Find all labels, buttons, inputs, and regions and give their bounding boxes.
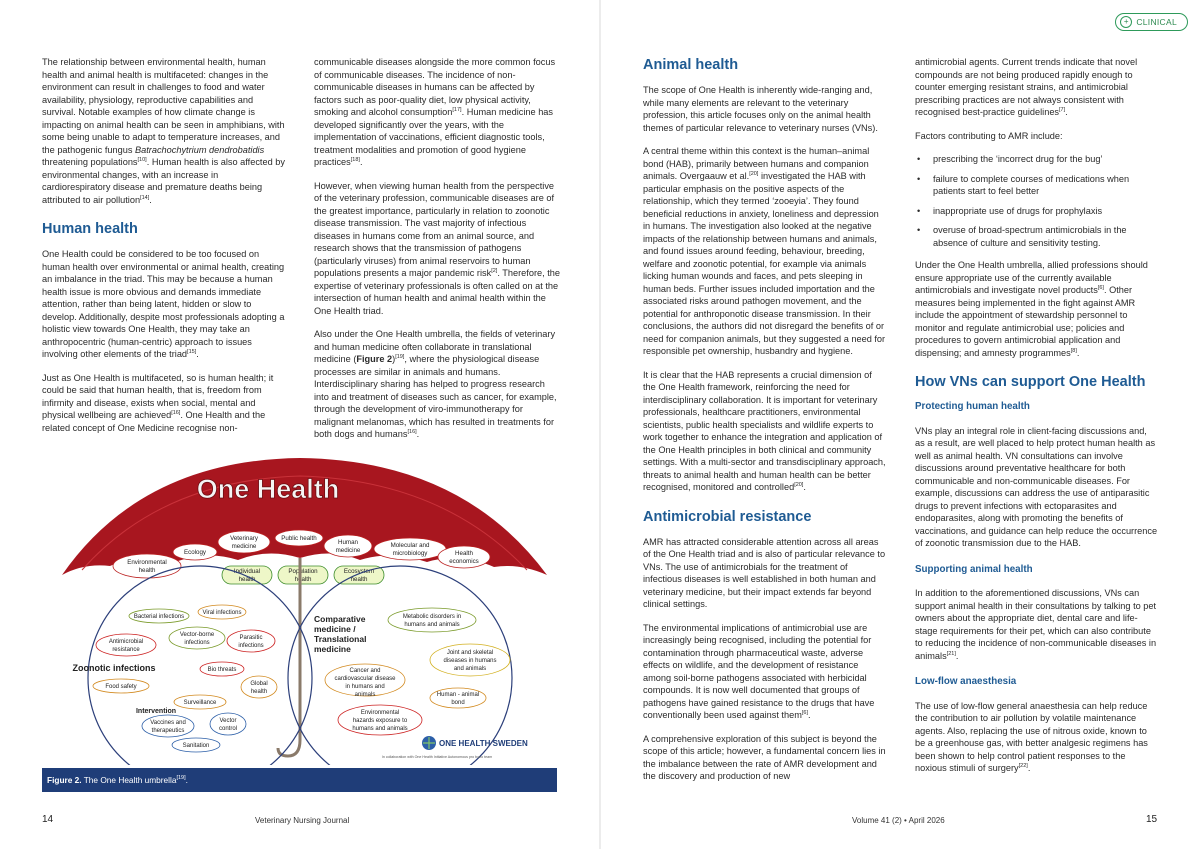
column-3 [643,56,887,783]
inner-label: Ecosystem [343,568,375,575]
bubble-label: Food safety [105,684,137,690]
bubble-label: Human - animal [436,692,480,698]
bubble-label: health [250,689,268,695]
paragraph: One Health could be considered to be too focused on human health over environmental or animal health, creating an imbalance in the triad. This may be because a human health issue is more obvious and demands immediate attention, rather than being latent, hidden or slow to develop. Additionally, despite most professionals adopting a holistic view towards One Health, they may take an anthropocentric (human-centric) approach to issues involving other elements of the triad[15]. [42,249,285,359]
label-environmental-health [113,554,181,578]
figure-credit: In collaboration with One Health Initiative Autonomous pro bono team [381,755,493,759]
bubble-label: control [218,726,238,732]
bubble-label: Cancer and [349,668,381,674]
bubble-label: Viral infections [202,610,242,616]
bubble-label: Joint and skeletal [446,650,494,656]
list-item: • failure to complete courses of medications when patients start to feel better [915,173,1158,198]
paragraph: antimicrobial agents. Current trends indicate that novel compounds are not being produced rapidly enough to counter emerging resistant strains, and antimicrobial prescribing practices are not always consistent with recognised best-practice guidelines[7]. [915,57,1138,117]
paragraph: Factors contributing to AMR include: [915,130,1063,141]
figure-caption: Figure 2. The One Health umbrella[19]. [42,768,557,792]
bubble-label: animals [354,692,376,698]
paragraph: communicable diseases alongside the more common focus of communicable diseases. The incidence of non-communicable diseases in humans can be affected by factors such as poor-quality diet, low physical activity, smoking and alcohol consumption[17]. Human medicine has developed significantly over the years, with the implementation of vaccinations, efficient diagnostic tools, treatment modalities and promotion of good hygiene practices[18]. [314,57,556,167]
list-item: • prescribing the ‘incorrect drug for the bug’ [915,153,1158,166]
canopy-label: Public health [281,535,317,542]
canopy-label: medicine [335,547,361,554]
canopy-label: medicine [231,543,257,550]
bubble-label: diseases in humans [443,658,497,664]
paragraph: The scope of One Health is inherently wide-ranging and, while many elements are relevant to the veterinary profession, this article focuses only on the animal health themes of particular relevance to veterinary nurses (VNs). [643,85,878,133]
page-gutter [599,0,601,849]
inner-label: Population [288,568,318,575]
subsection-heading: Low-flow anaesthesia [915,676,1017,687]
comparative-title-line: medicine [314,644,351,654]
bubble-label: Parasitic [239,635,263,641]
bubble-label: Bio threats [207,667,237,673]
bubble-label: Surveillance [183,700,217,706]
intervention-label: Intervention [135,708,177,715]
bubble-label: Vector-borne [179,632,215,638]
bubble-label: Global [250,681,268,687]
bubble-label: Bacterial infections [133,614,185,620]
section-heading: Animal health [643,57,739,73]
canopy-label: microbiology [392,550,428,557]
bubble-label: humans and animals [404,622,460,628]
issue-info: Volume 41 (2) • April 2026 [852,816,945,825]
amr-factors-list [915,153,1158,249]
comparative-title-line: medicine / [314,624,356,634]
bubble-label: resistance [112,647,140,653]
zoonotic-title: Zoonotic infections [72,663,156,673]
bubble-label: humans and animals [352,726,408,732]
bubble-label: and animals [453,666,487,672]
bubble-label: infections [184,640,210,646]
paragraph: AMR has attracted considerable attention across all areas of the One Health triad and is also of particular relevance to VNs. The use of antimicrobials for the treatment of infectious diseases is well established in both human and veterinary medicine, but their impact extends far beyond clinical settings. [643,536,886,609]
paragraph: Under the One Health umbrella, allied professions should ensure appropriate use of the currently available antimicrobials and investigate novel products[6]. Other measures being implemented in the fight against AMR include the appointment of stewardship personnel to monitor and regulate antimicrobial use; policies and procedures to govern antimicrobial application and dispensing; and amnesty programmes[8]. [915,260,1148,358]
page-number-left: 14 [42,814,54,825]
canopy-label: health [138,567,156,574]
list-item: • overuse of broad-spectrum antimicrobials in the absence of culture and sensitivity testing. [915,224,1158,249]
paragraph: In addition to the aforementioned discussions, VNs can support animal health in their consultations by talking to pet owners about the appropriate diet, dental care and life-stage requirements for their pet, which can also contribute to reducing the incidence of non-communicable diseases in animals[21]. [915,588,1157,661]
comparative-title-line: Comparative [314,614,366,624]
canopy-label: Molecular and [390,542,430,549]
paragraph: The use of low-flow general anaesthesia can help reduce the contribution to air pollution by volatile maintenance agents. Also, replacing the use of nitrous oxide, known to be a greenhouse gas, with better analgesic regimens has been shown to help control patient responses to the noxious stimuli of surgery[22]. [915,700,1148,773]
bubble [388,608,476,632]
inner-label: health [238,576,256,583]
paragraph: It is clear that the HAB represents a crucial dimension of the One Health framework, reinforcing the need for interdisciplinary collaboration. It is important for veterinary professionals, healthcare practitioners, environmental scientists, public health specialists and wildlife experts to work together to enhance the integration and application of the One Health principles in both clinical and community settings. With a multi-sector and transdisciplinary approach, threats to animal health and human health can be better recognised, monitored and controlled[20]. [643,369,886,492]
inner-label: health [294,576,312,583]
bubble-label: in humans and [345,684,385,690]
figure-title: One Health [196,474,340,504]
bubble-label: Antimicrobial [108,639,144,645]
one-health-umbrella-figure [42,440,557,765]
subsection-heading: Protecting human health [915,401,1030,412]
inner-label: Individual [233,568,261,575]
column-4 [915,56,1158,775]
paragraph: Also under the One Health umbrella, the fields of veterinary and human medicine often collaborate in translational medicine (Figure 2)[19], where the physiological disease processes are similar in animals and humans. Interdisciplinary sharing has helped to progress research into and treatment of diseases such as cancer, for example, through the development of viro-immunotherapy for malignant melanomas, which has resulted in treatments for both dogs and humans[16]. [314,329,557,439]
journal-name: Veterinary Nursing Journal [255,816,350,825]
bubble-label: hazards exposure to [352,718,408,724]
inner-label: health [350,576,368,583]
clinical-tag[interactable] [1115,13,1188,31]
plus-circle-icon: + [1120,16,1132,28]
bubble-label: therapeutics [151,728,185,734]
column-1 [42,56,288,434]
list-item: • inappropriate use of drugs for prophylaxis [915,205,1158,218]
paragraph: Just as One Health is multifaceted, so is human health; it could be said that human health, that is, freedom from infirmity and disease, exists when social, mental and physical wellbeing are achieved[16]. One Health and the related concept of One Medicine recognise non- [42,372,274,433]
paragraph: A comprehensive exploration of this subject is beyond the scope of this article; however, a fundamental concern lies in the imbalance between the rate of AMR development and the discovery and production of new [643,733,886,781]
canopy-label: Veterinary [230,535,258,542]
section-heading: Human health [42,221,138,237]
bubble-label: Metabolic disorders in [402,614,462,620]
logo-text: ONE HEALTH SWEDEN [439,739,528,748]
section-heading: How VNs can support One Health [915,374,1146,390]
bubble-label: bond [451,700,465,706]
clinical-tag-label: CLINICAL [1136,17,1177,27]
page-number-right: 15 [1146,814,1158,825]
paragraph: The relationship between environmental health, human health and animal health is multifaceted: changes in the environment can result in challenges to food and water availability, physiology, reproductive capabilities and survival. Notable examples of how climate change is impacting on animal health can be seen in amphibians, with some being unable to adapt to temperature increases, and the pathogenic fungus Batrachochytrium dendrobatidis threatening populations[10]. Human health is also affected by environmental changes, with an increase in cardiorespiratory disease and premature deaths being attributed to air pollution[14]. [42,57,285,205]
subsection-heading: Supporting animal health [915,563,1033,575]
section-heading: Antimicrobial resistance [643,508,812,525]
bubble-label: Vaccines and [150,720,186,726]
comparative-title-line: Translational [314,634,367,644]
paragraph: The environmental implications of antimicrobial use are increasingly being recognised, including the potential for contamination through pharmaceutical waste, adverse effects on wildlife, and the development of resistance among soil-borne pathogens associated with herbicidal compounds. It is now well documented that groups of pathogens have gained resistance to the drugs that have conventionally been used against them[6]. [643,622,875,720]
canopy-label: Environmental [127,559,167,566]
canopy-label: Ecology [183,549,207,556]
bubble-label: Sanitation [182,743,210,749]
bubble-label: infections [238,643,264,649]
canopy-label: Health [455,550,473,557]
bubble-label: Environmental [360,710,400,716]
bubble-label: cardiovascular disease [334,676,396,682]
bubble-label: Vector [219,718,237,724]
canopy-label: economics [449,558,479,565]
column-2 [314,56,560,441]
umbrella-handle [278,740,300,756]
paragraph: However, when viewing human health from the perspective of the veterinary profession, communicable diseases are of the greatest importance, particularly in relation to zoonotic disease transmission. The vast majority of infectious diseases in humans come from an animal source, and research shows that the transmission of pathogens (particularly viruses) from animal reservoirs to human populations presents a major pandemic risk[2]. Therefore, the expertise of veterinary professionals is often called on at the intersection of human health and animal health within the One Health triad. [314,180,560,316]
paragraph: VNs play an integral role in client-facing discussions and, as a result, are well placed to help protect human health as well as animal health. VN consultations can involve discussions around preventative healthcare for both communicable and non-communicable diseases. For example, discussions can address the use of antiparasitic drugs to prevent infections with ectoparasites and endoparasites, along with promoting the benefits of vaccinations, and guidance can help reduce the occurrence of zoonotic transmission due to the HAB. [915,425,1158,548]
paragraph: A central theme within this context is the human–animal bond (HAB), primarily between humans and companion animals. Overgaauw et al.[20] investigated the HAB with particular emphasis on the positive aspects of the relationship, which they termed ‘zooeyia’. They found beneficial reductions in anxiety, loneliness and depression in humans. The investigation also looked at the negative impacts of the relationship between humans and animals, and found issues around feeding, behaviour, breeding, welfare and zoonotic potential, for example via animals licking human wounds and faces, and pets sleeping in human beds. Further issues included importation and the associated risks around pathogen movement, and the potential for anthroponotic disease transmission. In their conclusions, the authors did not disregard the benefits of or need for companion animals, but they suggested a need for responsible pet ownership, husbandry and hygiene. [643,146,886,356]
canopy-label: Human [338,539,358,546]
